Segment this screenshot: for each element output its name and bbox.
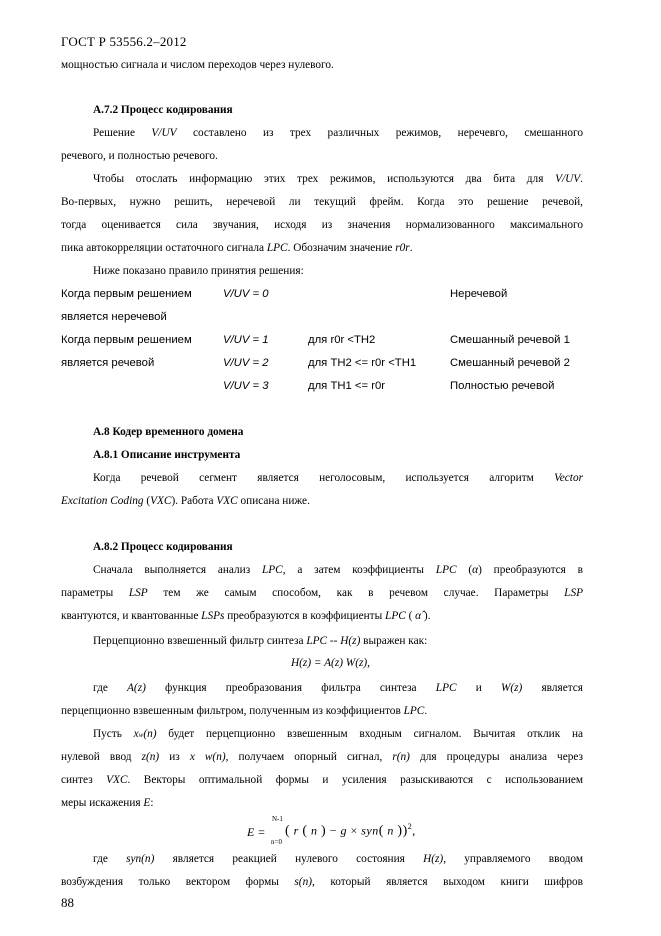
rule-cell: является речевой xyxy=(61,357,155,369)
document-header: ГОСТ Р 53556.2–2012 xyxy=(61,34,187,49)
paragraph-line: Когда речевой сегмент является неголосовым, используется алгоритм Vector xyxy=(93,472,583,484)
paragraph-line: пика автокорреляции остаточного сигнала LPC. Обозначим значение r0r. xyxy=(61,242,413,254)
paragraph-line: Пусть xw(n) будет перцепционно взвешенным входным сигналом. Вычитая отклик на xyxy=(93,728,584,740)
document-page: ГОСТ Р 53556.2–2012 мощностью сигнала и числом переходов через нулевого. А.7.2 Процесс кодирования Решение V/UV составлено из трех различных режимов, неречевго, смешанного речевого, и полностью речевого. Чтобы отослать информацию этих трех режимов, используются два бита для V/UV. Во-первых, нужно решить, неречевой ли текущий фрейм. Когда это решение речевой, тогда оценивается сила звучания, исходя из значения нормализованного максимального пика автокорреляции остаточного сигнала LPC. Обозначим значение r0r. Ниже показано правило принятия решения: Когда первым решением V/UV = 0 Неречевой является неречевой Когда первым решением V/UV = 1 для r0r <TH2 Смешанный речевой 1 является речевой V/UV = 2 для TH2 <= r0r <TH1 Смешанный речевой 2 V/UV = 3 для TH1 <= r0r Полностью речевой А.8 Кодер временного домена А.8.1 Описание инструмента Когда речевой сегмент является неголосовым, используется алгоритм Vector Excitation Coding (VXC). Работа VXC описана ниже. А.8.2 Процесс кодирования Сначала выполняется анализ LPC, а затем коэффициенты LPC (α) преобразуются в параметры LSP тем же самым способом, как в речевом случае. Параметры LSP квантуются, и квантованные LSPs преобразуются в коэффициенты LPC ( α̂ ). Перцепционно взвешенный фильтр синтеза LPC -- H(z) выражен как: H(z) = A(z) W(z), где A(z) функция преобразования фильтра синтеза LPC и W(z) является перцепционно взвешенным фильтром, полученным из коэффициентов LPC. Пусть xw(n) будет перцепционно взвешенным входным сигналом. Вычитая отклик на нулевой ввод z(n) из x w(n), получаем опорный сигнал, r(n) для процедуры анализа через синтез VXC. Векторы оптимальной формы и усиления разыскиваются с использованием меры искажения E: E = N-1 n=0 ( r ( n ) − g × syn( n ))$^2$, где syn(n) является реакцией нулевого состояния H(z), управляемого вводом возбуждения только вектором формы s(n), который является выходом книги шифров 88 xyxy=(0,0,661,936)
rule-cell: Смешанный речевой 1 xyxy=(450,334,570,346)
page-number: 88 xyxy=(61,895,74,910)
rule-cell: для TH1 <= r0r xyxy=(308,380,386,392)
rule-cell: является неречевой xyxy=(61,311,167,323)
rule-cell: V/UV = 1 xyxy=(223,334,269,346)
rule-cell: V/UV = 2 xyxy=(223,357,269,369)
rule-cell: Когда первым решением xyxy=(61,288,192,300)
paragraph-line: меры искажения E: xyxy=(61,797,154,809)
section-heading-a8: А.8 Кодер временного домена xyxy=(93,426,244,438)
rule-cell: Полностью речевой xyxy=(450,380,555,392)
paragraph-line: где A(z) функция преобразования фильтра синтеза LPC и W(z) является xyxy=(93,682,583,694)
rule-cell: V/UV = 0 xyxy=(223,288,269,300)
paragraph-line: Excitation Coding (VXC). Работа VXC описана ниже. xyxy=(61,495,310,507)
paragraph-line: Во-первых, нужно решить, неречевой ли текущий фрейм. Когда это решение речевой, xyxy=(61,196,583,208)
section-heading-a72: А.7.2 Процесс кодирования xyxy=(93,104,233,116)
paragraph-line: параметры LSP тем же самым способом, как в речевом случае. Параметры LSP xyxy=(61,587,583,599)
rule-cell: Смешанный речевой 2 xyxy=(450,357,570,369)
rule-cell: Когда первым решением xyxy=(61,334,192,346)
intro-line: мощностью сигнала и числом переходов через нулевого. xyxy=(61,59,334,71)
rule-cell: для r0r <TH2 xyxy=(308,334,376,346)
rule-cell: Неречевой xyxy=(450,288,508,300)
paragraph-line: тогда оценивается сила звучания, исходя из значения нормализованного максимального xyxy=(61,219,583,231)
paragraph-line: синтез VXC. Векторы оптимальной формы и усиления разыскиваются с использованием xyxy=(61,774,583,786)
paragraph-line: квантуются, и квантованные LSPs преобразуются в коэффициенты LPC ( α̂ ). xyxy=(61,610,431,622)
paragraph-line: перцепционно взвешенным фильтром, полученным из коэффициентов LPC. xyxy=(61,705,428,717)
rule-cell: для TH2 <= r0r <TH1 xyxy=(308,357,417,369)
section-heading-a82: А.8.2 Процесс кодирования xyxy=(93,541,233,553)
paragraph-line: речевого, и полностью речевого. xyxy=(61,150,218,162)
paragraph-line: Перцепционно взвешенный фильтр синтеза LPC -- H(z) выражен как: xyxy=(93,635,428,647)
paragraph-line: возбуждения только вектором формы s(n), который является выходом книги шифров xyxy=(61,876,584,888)
paragraph-line: Чтобы отослать информацию этих трех режимов, используются два бита для V/UV. xyxy=(93,173,583,185)
paragraph-line: Сначала выполняется анализ LPC, а затем коэффициенты LPC (α) преобразуются в xyxy=(93,564,584,576)
paragraph-line: нулевой ввод z(n) из x w(n), получаем опорный сигнал, r(n) для процедуры анализа через xyxy=(61,751,583,763)
paragraph-line: Решение V/UV составлено из трех различных режимов, неречевго, смешанного xyxy=(93,127,584,139)
formula-hz: H(z) = A(z) W(z), xyxy=(291,657,370,669)
section-heading-a81: А.8.1 Описание инструмента xyxy=(93,449,241,461)
paragraph-line: Ниже показано правило принятия решения: xyxy=(93,265,304,277)
paragraph-line: где syn(n) является реакцией нулевого состояния H(z), управляемого вводом xyxy=(93,853,583,865)
rule-cell: V/UV = 3 xyxy=(223,380,269,392)
